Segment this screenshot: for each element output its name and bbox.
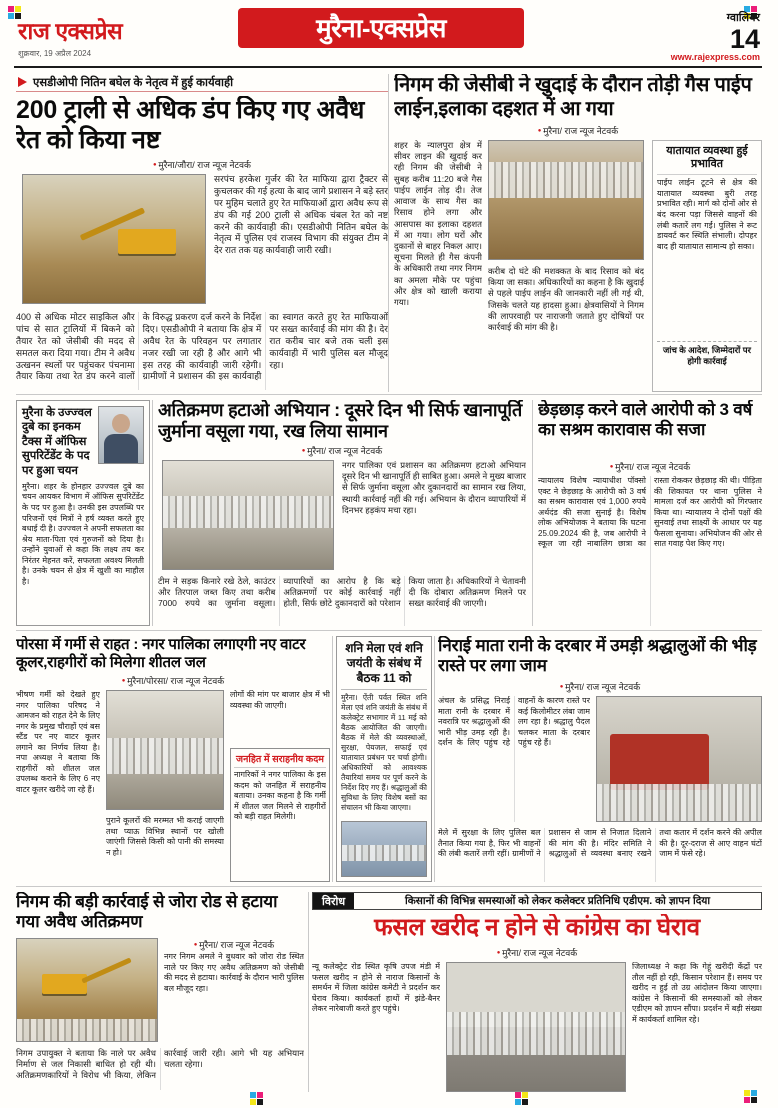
article-income-tax-selection <box>16 400 150 626</box>
article-body: पुराने कूलरों की मरम्मत भी कराई जाएगी तथा प्याऊ विभिन्न स्थानों पर खोली जाएंगी जिससे किसी को पानी की समस्या न हो। <box>106 816 224 857</box>
photo-jcb-demolition <box>16 938 158 1042</box>
photo-sand-destruction <box>22 174 206 304</box>
article-body: शहर के न्यालपुरा क्षेत्र में सीवर लाइन की खुदाई कर रही निगम की जेसीबी ने सुबह करीब 11:20 बजे गैस पाईप लाईन तोड़ दी। तेज आवाज के साथ गैस का रिसाव होने लगा और आसपास का इलाका दहशत में आ गया। लोग घरों और दुकानों से बाहर निकल आए। सूचना मिलते ही गैस कंपनी के अधिकारी तथा नगर निगम का अमला मौके पर पहुंचा और क्षेत्र को खाली कराया गया। <box>394 140 482 308</box>
registration-marks <box>744 1090 757 1103</box>
crowd-shape <box>342 845 426 861</box>
edition-title: मुरैना-एक्सप्रेस <box>238 8 524 48</box>
registration-mark <box>250 1092 256 1098</box>
excavator-arm-shape <box>81 957 132 983</box>
sidebar-traffic-box <box>652 140 762 392</box>
registration-mark <box>515 1092 521 1098</box>
kicker-text: एसडीओपी नितिन बघेल के नेतृत्व में हुई कार्यवाही <box>33 76 234 89</box>
article-byline: ● मुरैना/ राज न्यूज नेटवर्क <box>164 938 304 951</box>
box-title: जनहित में सराहनीय कदम <box>234 752 326 768</box>
article-headline: मुरैना के उज्ज्वल दुबे का इनकम टैक्स में ऑफिस सुपरिटेंडेंट के पद पर हुआ चयन <box>22 407 92 477</box>
photo-meeting <box>341 821 427 877</box>
article-jora-road-encroachment <box>16 892 304 1092</box>
article-body: लोगों की मांग पर बाजार क्षेत्र में भी व्यवस्था की जाएगी। <box>230 690 330 710</box>
divider <box>16 394 762 395</box>
article-headline: 200 ट्राली से अधिक डंप किए गए अवैध रेत को किया नष्ट <box>16 96 365 154</box>
article-headline: छेड़छाड़ करने वाले आरोपी को 3 वर्ष का सश्रम कारावास की सजा <box>538 400 753 440</box>
masthead-date: शुक्रवार, 19 अप्रैल 2024 <box>18 49 92 58</box>
article-water-cooler <box>16 636 330 882</box>
article-headline: निगम की जेसीबी ने खुदाई के दौरान तोड़ी गैस पाईप लाईन,इलाका दहशत में आ गया <box>394 74 752 120</box>
article-headline: निगम की बड़ी कार्रवाई से जोरा रोड से हटाया गया अवैध अतिक्रमण <box>16 892 278 932</box>
registration-mark <box>751 1090 757 1096</box>
photo-pilgrim-traffic-jam <box>596 696 762 822</box>
article-body: नगर निगम अमले ने बुधवार को जोरा रोड स्थित नाले पर किए गए अवैध अतिक्रमण को जेसीबी की मदद से हटाया। कार्रवाई के दौरान भारी पुलिस बल मौजूद रहा। <box>164 952 304 993</box>
article-body: मुरैना। शहर के होनहार उज्ज्वल दुबे का चयन आयकर विभाग में ऑफिस सुपरिटेंडेंट के पद पर हुआ है। उनकी इस उपलब्धि पर परिजनों एवं मित्रों ने हर्ष व्यक्त करते हुए बधाई दी है। उज्ज्वल ने अपनी सफलता का श्रेय माता-पिता एवं गुरुजनों को दिया है। उन्होंने युवाओं से कहा कि लक्ष्य तय कर निरंतर मेहनत करें, सफलता अवश्य मिलती है। उनके चयन से क्षेत्र में खुशी का माहौल है। <box>22 481 144 586</box>
article-body: सरपंच हरकेश गुर्जर की रेत माफिया द्वारा ट्रैक्टर से कुचलकर की गई हत्या के बाद जागे प्रशासन ने बड़े स्तर पर मुहिम चलाते हुए रेत माफियाओं द्वारा अवैध रूप से डंप की गई 200 ट्राली से अधिक चंबल रेत को नष्ट करने की कार्यवाही की। एसडीओपी नितिन बघेल के नेतृत्व में पुलिस एवं राजस्व विभाग की संयुक्त टीम ने देर रात तक यह कार्यवाही जारी रखी। <box>214 174 388 256</box>
registration-mark <box>250 1099 256 1105</box>
crowd-shape <box>17 1019 157 1041</box>
article-body: अंचल के प्रसिद्ध निराई माता रानी के दरबार में नवरात्रि पर श्रद्धालुओं की भारी भीड़ उमड़ रही है। दर्शन के लिए पहुंच रहे वाहनों के कारण रास्ते पर कई किलोमीटर लंबा जाम लग रहा है। श्रद्धालु पैदल चलकर माता के दरबार पहुंच रहे हैं। <box>438 696 590 748</box>
article-nirai-mata-jam <box>438 636 762 882</box>
article-headline: पोरसा में गर्मी से राहत : नगर पालिका लगाएगी नए वाटर कूलर,राहगीरों को मिलेगा शीतल जल <box>16 636 306 671</box>
sidebar-title: यातायात व्यवस्था हुई प्रभावित <box>657 145 757 175</box>
edition-city: ग्वालियर <box>726 12 760 24</box>
person-head-shape <box>112 414 130 433</box>
article-molestation-sentence <box>538 400 762 626</box>
article-body: मुरैना। ऐंती पर्वत स्थित शनि मेला एवं शनि जयंती के संबंध में कलेक्ट्रेट सभागार में 11 मई को बैठक आयोजित की जाएगी। बैठक में मेले की व्यवस्थाओं, सुरक्षा, पेयजल, सफाई एवं यातायात प्रबंधन पर चर्चा होगी। अधिकारियों को आवश्यक तैयारियां समय पर पूर्ण करने के निर्देश दिए गए हैं। श्रद्धालुओं की सुविधा के लिए विशेष बसों का संचालन भी किया जाएगा। <box>341 693 427 813</box>
registration-marks <box>250 1092 263 1105</box>
article-byline: ● मुरैना/ राज न्यूज नेटवर्क <box>538 460 762 473</box>
highlight-box-public-interest <box>230 748 330 882</box>
photo-gas-pipeline-crowd <box>488 140 644 260</box>
infobox-header <box>22 406 144 478</box>
divider <box>16 886 762 887</box>
article-body: जिलाध्यक्ष ने कहा कि गेहूं खरीदी केंद्रों पर तौल नहीं हो रही, किसान परेशान हैं। समय पर खरीद न हुई तो उग्र आंदोलन किया जाएगा। कांग्रेस ने किसानों की समस्याओं को लेकर एडीएम को ज्ञापन सौंपा। प्रदर्शन में बड़ी संख्या में कार्यकर्ता शामिल रहे। <box>632 962 762 1024</box>
photo-encroachment-team <box>162 460 334 570</box>
crowd-shape <box>597 784 761 821</box>
registration-mark <box>8 6 14 12</box>
photo-congress-march <box>446 962 626 1092</box>
article-headline: शनि मेला एवं शनि जयंती के संबंध में बैठक 11 को <box>341 641 427 690</box>
article-headline: अतिक्रमण हटाओ अभियान : दूसरे दिन भी सिर्फ खानापूर्ति जुर्माना वसूला गया, रख लिया सामान <box>158 400 523 442</box>
article-body: 400 से अधिक मोटर साइकिल और पांच से सात ट्रालियों में बिकने को तैयार रेत को जेसीबी की मदद से समतल करा दिया गया। टीम ने अवैध उत्खनन स्थलों पर पहुंचकर पंचनामा तैयार किया तथा रेत डंप करने वालों के विरुद्ध प्रकरण दर्ज करने के निर्देश दिए। एसडीओपी ने बताया कि क्षेत्र में अवैध रेत के परिवहन पर लगातार नजर रखी जा रही है और आगे भी इस तरह की कार्यवाही जारी रहेगी। ग्रामीणों ने प्रशासन की इस कार्यवाही का स्वागत करते हुए रेत माफियाओं पर सख्त कार्रवाई की मांग की है। देर रात करीब चार बजे तक चली इस कार्यवाही में भारी पुलिस बल मौजूद रहा। <box>16 312 388 382</box>
registration-mark <box>515 1099 521 1105</box>
sidebar-body: पाईप लाईन टूटने से क्षेत्र की यातायात व्यवस्था बुरी तरह प्रभावित रही। मार्ग को दोनों ओर से बंद करना पड़ा जिससे वाहनों की लंबी कतारें लग गईं। पुलिस ने रूट डायवर्ट कर स्थिति संभाली। दोपहर बाद ही यातायात सामान्य हो सका। <box>657 178 757 251</box>
registration-mark <box>522 1099 528 1105</box>
article-encroachment-drive <box>158 400 526 626</box>
kicker-text: किसानों की विभिन्न समस्याओं को लेकर कलेक्टर प्रतिनिधि एडीएम. को ज्ञापन दिया <box>404 895 711 907</box>
crowd-shape <box>107 738 223 773</box>
divider <box>532 400 533 626</box>
article-byline: ● मुरैना/ राज न्यूज नेटवर्क <box>438 680 762 693</box>
article-byline: ● मुरैना/पोरसा/ राज न्यूज नेटवर्क <box>16 674 330 687</box>
registration-mark <box>744 1097 750 1103</box>
box-body: नागरिकों ने नगर पालिका के इस कदम को जनहित में सराहनीय बताया। उनका कहना है कि गर्मी में शीतल जल मिलने से राहगीरों को बड़ी राहत मिलेगी। <box>234 770 326 822</box>
article-gas-pipeline <box>394 74 762 392</box>
registration-mark <box>257 1092 263 1098</box>
masthead-rule <box>14 66 762 68</box>
divider <box>434 636 435 882</box>
article-body: न्यू कलेक्ट्रेट रोड स्थित कृषि उपज मंडी में फसल खरीद न होने से नाराज किसानों के समर्थन में जिला कांग्रेस कमेटी ने प्रदर्शन कर घेराव किया। कार्यकर्ता हाथों में झंडे-बैनर लेकर नारेबाजी करते हुए पहुंचे। <box>312 962 440 1014</box>
registration-mark <box>257 1099 263 1105</box>
divider <box>332 636 333 882</box>
truck-shape <box>610 734 708 790</box>
kicker-label: विरोध <box>313 893 354 909</box>
website-url: www.rajexpress.com <box>670 52 760 62</box>
divider <box>16 630 762 631</box>
article-body: करीब दो घंटे की मशक्कत के बाद रिसाव को बंद किया जा सका। अधिकारियों का कहना है कि खुदाई से पहले पाईप लाईन की जानकारी नहीं ली गई थी, जिसके चलते यह हादसा हुआ। क्षेत्रवासियों ने निगम की लापरवाही पर नाराजगी जताते हुए दोषियों पर कार्रवाई की मांग की है। <box>488 266 644 333</box>
article-kicker-strip <box>312 892 762 910</box>
article-byline: ● मुरैना/ राज न्यूज नेटवर्क <box>312 946 762 959</box>
article-body: नगर पालिका एवं प्रशासन का अतिक्रमण हटाओ अभियान दूसरे दिन भी खानापूर्ति ही साबित हुआ। अमले ने मुख्य बाजार से सिर्फ जुर्माना वसूला और दुकानदारों का सामान रख लिया, स्थायी कार्रवाई नहीं की गई। अभियान के दौरान व्यापारियों में दिनभर हड़कंप मचा रहा। <box>342 460 526 515</box>
divider <box>152 400 153 626</box>
person-torso-shape <box>104 434 137 463</box>
registration-mark <box>8 13 14 19</box>
article-body: निगम उपायुक्त ने बताया कि नाले पर अवैध निर्माण से जल निकासी बाधित हो रही थी। अतिक्रमणकारियों ने विरोध भी किया, लेकिन कार्रवाई जारी रही। आगे भी यह अभियान चलता रहेगा। <box>16 1048 304 1081</box>
registration-mark <box>744 1090 750 1096</box>
excavator-shape <box>42 974 87 994</box>
article-body: मेले में सुरक्षा के लिए पुलिस बल तैनात किया गया है, फिर भी वाहनों की लंबी कतारें लगी रहीं। ग्रामीणों ने प्रशासन से जाम से निजात दिलाने की मांग की है। मंदिर समिति ने श्रद्धालुओं से व्यवस्था बनाए रखने तथा कतार में दर्शन करने की अपील की है। दूर-दराज से आए वाहन घंटों जाम में फंसे रहे। <box>438 828 762 859</box>
registration-mark <box>15 6 21 12</box>
excavator-shape <box>118 229 176 255</box>
article-body: टीम ने सड़क किनारे रखे ठेले, काउंटर और तिरपाल जब्त किए तथा करीब 7000 रुपये का जुर्माना वसूला। व्यापारियों का आरोप है कि बड़े अतिक्रमणों पर कोई कार्रवाई नहीं होती, सिर्फ छोटे दुकानदारों को परेशान किया जाता है। अधिकारियों ने चेतावनी दी कि दोबारा अतिक्रमण मिलने पर सख्त कार्रवाई की जाएगी। <box>158 576 526 609</box>
crowd-shape <box>163 496 333 528</box>
article-body: न्यायालय विशेष न्यायाधीश पॉक्सो एक्ट ने छेड़छाड़ के आरोपी को 3 वर्ष का सश्रम कारावास एवं 1,000 रुपये अर्थदंड की सजा सुनाई है। विशेष लोक अभियोजक ने बताया कि घटना 25.09.2024 की है, जब आरोपी ने स्कूल जा रही नाबालिग छात्रा का रास्ता रोककर छेड़छाड़ की थी। पीड़िता की शिकायत पर थाना पुलिस ने मामला दर्ज कर आरोपी को गिरफ्तार किया था। न्यायालय ने दोनों पक्षों की सुनवाई तथा साक्ष्यों के आधार पर यह फैसला सुनाया। अभियोजन की ओर से सात गवाह पेश किए गए। <box>538 476 762 549</box>
crowd-shape <box>489 162 643 197</box>
red-flag-icon <box>18 77 27 87</box>
page-number: 14 <box>729 24 760 54</box>
registration-mark <box>522 1092 528 1098</box>
article-body: भीषण गर्मी को देखते हुए नगर पालिका परिषद ने आमजन को राहत देने के लिए नगर के प्रमुख चौराहों एवं बस स्टैंड पर नए वाटर कूलर लगाने का निर्णय लिया है। नपा अध्यक्ष ने बताया कि राहगीरों को शीतल जल उपलब्ध कराने के लिए 6 नए वाटर कूलर खरीदे जा रहे हैं। <box>16 690 100 794</box>
registration-marks <box>515 1092 528 1105</box>
article-headline: निराई माता रानी के दरबार में उमड़ी श्रद्धालुओं की भीड़ रास्ते पर लगा जाम <box>438 636 757 676</box>
article-byline: ● मुरैना/जौरा/ राज न्यूज नेटवर्क <box>16 158 388 171</box>
article-byline: ● मुरैना/ राज न्यूज नेटवर्क <box>394 124 762 137</box>
registration-mark <box>751 1097 757 1103</box>
divider <box>388 74 389 392</box>
crowd-shape <box>447 1012 625 1056</box>
article-sand-destruction <box>16 74 388 392</box>
article-shani-mela-meeting <box>336 636 432 882</box>
article-kicker <box>16 74 388 92</box>
article-byline: ● मुरैना/ राज न्यूज नेटवर्क <box>158 444 526 457</box>
paper-name: राज एक्सप्रेस <box>18 18 123 44</box>
article-headline: फसल खरीद न होने से कांग्रेस का घेराव <box>374 914 700 941</box>
article-congress-protest <box>312 892 762 1092</box>
divider <box>308 892 309 1092</box>
sidebar-note: जांच के आदेश, जिम्मेदारों पर होगी कार्रवाई <box>657 341 757 367</box>
photo-street-porsa <box>106 690 224 810</box>
photo-portrait <box>98 406 144 464</box>
